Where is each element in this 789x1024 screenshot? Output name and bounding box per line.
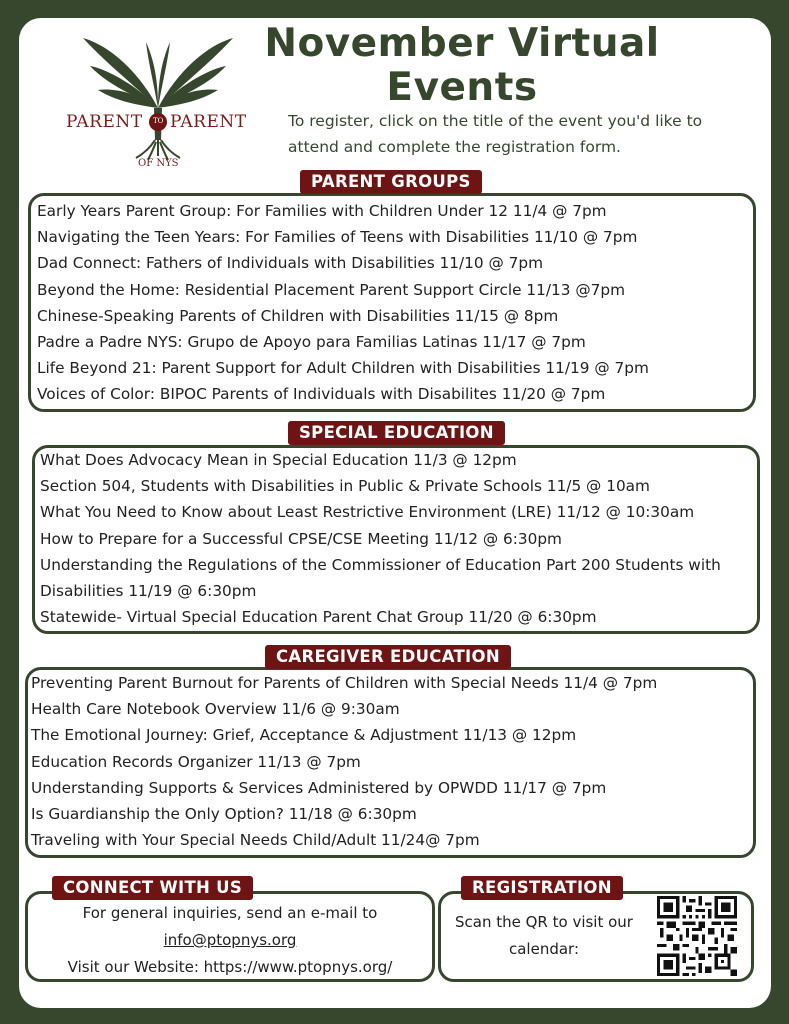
parent-groups-label: PARENT GROUPS <box>300 170 482 194</box>
event-link[interactable]: Dad Connect: Fathers of Individuals with Disabilities 11/10 @ 7pm <box>37 254 544 273</box>
event-link[interactable]: Health Care Notebook Overview 11/6 @ 9:30am <box>31 700 400 719</box>
title-line-2: Events <box>386 65 538 110</box>
event-link[interactable]: What You Need to Know about Least Restrictive Environment (LRE) 11/12 @ 10:30am <box>40 503 695 522</box>
caregiver-education-list <box>31 670 657 853</box>
event-link[interactable]: Chinese-Speaking Parents of Children with Disabilities 11/15 @ 8pm <box>37 306 559 325</box>
event-link[interactable]: Early Years Parent Group: For Families with Children Under 12 11/4 @ 7pm <box>37 202 607 220</box>
event-link[interactable]: Understanding the Regulations of the Commissioner of Education Part 200 Students with Disabilities 11/19 @ 6:30pm <box>40 555 721 601</box>
connect-line-1: For general inquiries, send an e-mail to <box>82 904 378 922</box>
connect-text <box>25 900 435 981</box>
event-link[interactable]: How to Prepare for a Successful CPSE/CSE Meeting 11/12 @ 6:30pm <box>40 529 562 548</box>
connect-email-link[interactable]: info@ptopnys.org <box>163 931 297 949</box>
logo-text-right: PARENT <box>170 112 247 132</box>
event-link[interactable]: Is Guardianship the Only Option? 11/18 @ 6:30pm <box>31 805 417 824</box>
qr-code-icon[interactable] <box>656 896 738 976</box>
logo-text-middle: TO <box>153 117 164 125</box>
event-link[interactable]: Beyond the Home: Residential Placement Parent Support Circle 11/13 @7pm <box>37 280 625 299</box>
logo-text-left: PARENT <box>66 112 143 132</box>
connect-label: CONNECT WITH US <box>52 876 253 900</box>
event-link[interactable]: Navigating the Teen Years: For Families of Teens with Disabilities 11/10 @ 7pm <box>37 228 638 247</box>
event-link[interactable]: What Does Advocacy Mean in Special Education 11/3 @ 12pm <box>40 451 517 469</box>
event-link[interactable]: Education Records Organizer 11/13 @ 7pm <box>31 752 361 771</box>
connect-website[interactable]: Visit our Website: https://www.ptopnys.org/ <box>67 958 393 976</box>
page-title <box>262 22 662 110</box>
intro-text: To register, click on the title of the event you'd like to attend and complete the registration form. <box>288 112 703 156</box>
title-line-1: November Virtual <box>264 21 660 66</box>
special-education-label: SPECIAL EDUCATION <box>288 421 505 445</box>
event-link[interactable]: Understanding Supports & Services Administered by OPWDD 11/17 @ 7pm <box>31 778 607 797</box>
event-link[interactable]: Preventing Parent Burnout for Parents of Children with Special Needs 11/4 @ 7pm <box>31 674 658 692</box>
registration-line-2: calendar: <box>508 940 579 958</box>
special-education-list <box>40 447 740 630</box>
event-link[interactable]: Section 504, Students with Disabilities in Public & Private Schools 11/5 @ 10am <box>40 477 650 496</box>
caregiver-education-label: CAREGIVER EDUCATION <box>265 645 511 669</box>
event-link[interactable]: Padre a Padre NYS: Grupo de Apoyo para Familias Latinas 11/17 @ 7pm <box>37 333 586 352</box>
event-link[interactable]: Statewide- Virtual Special Education Parent Chat Group 11/20 @ 6:30pm <box>40 608 597 627</box>
event-link[interactable]: Voices of Color: BIPOC Parents of Individuals with Disabilites 11/20 @ 7pm <box>37 385 606 404</box>
registration-label: REGISTRATION <box>461 876 623 900</box>
event-link[interactable]: Life Beyond 21: Parent Support for Adult Children with Disabilities 11/19 @ 7pm <box>37 359 649 378</box>
parent-groups-list <box>37 198 649 408</box>
event-link[interactable]: The Emotional Journey: Grief, Acceptance & Adjustment 11/13 @ 12pm <box>31 726 577 745</box>
registration-text <box>444 909 644 963</box>
event-link[interactable]: Traveling with Your Special Needs Child/Adult 11/24@ 7pm <box>31 831 480 850</box>
registration-line-1: Scan the QR to visit our <box>455 913 633 931</box>
logo-text-sub: OF NYS <box>138 158 179 169</box>
